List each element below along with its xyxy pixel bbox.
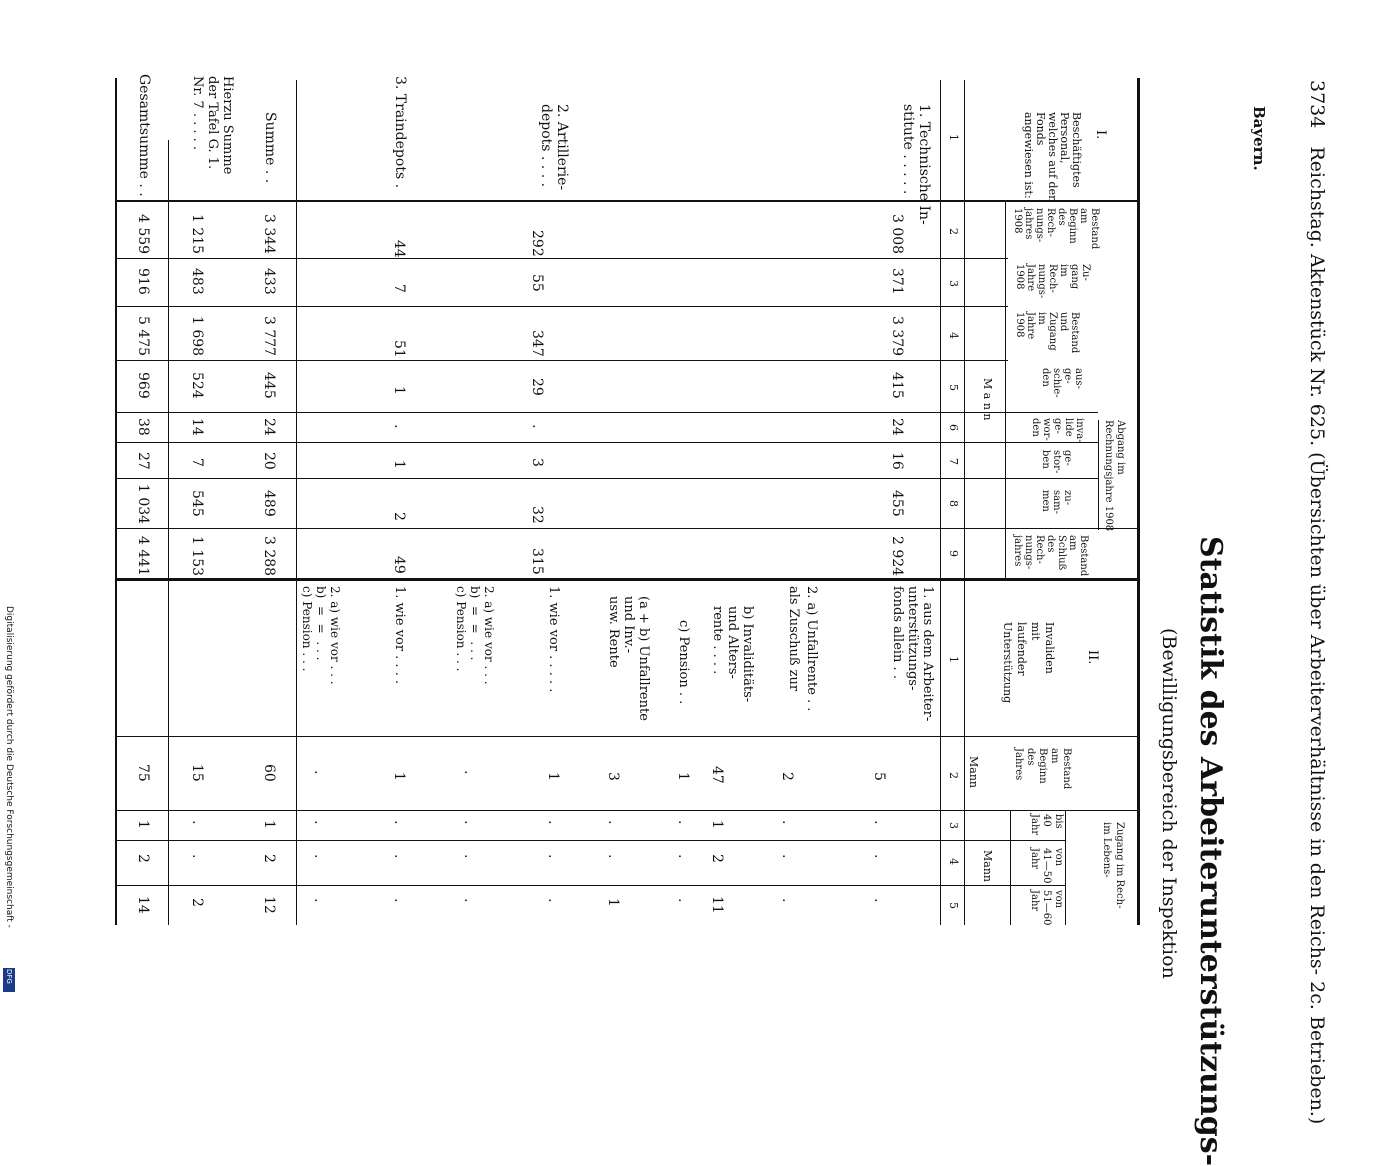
header-divider xyxy=(940,80,941,925)
row-label-gesamt: Gesamtsumme . . xyxy=(136,74,152,197)
cell: 1 xyxy=(391,460,407,469)
cell: . xyxy=(461,898,477,903)
cell: 32 xyxy=(529,506,545,524)
dfg-badge xyxy=(3,968,15,992)
page-number: 3734 xyxy=(1306,80,1328,129)
cell: 49 xyxy=(391,556,407,574)
cell: 347 xyxy=(529,330,545,357)
row-label-hierzu: Hierzu Summe der Tafel G. 1. Nr. 7 . . . . . xyxy=(190,76,235,175)
cell: 38 xyxy=(135,418,151,436)
cell: 4 559 xyxy=(135,214,151,255)
col-sep-1 xyxy=(115,200,1140,202)
cell: . xyxy=(391,424,407,429)
cell: . xyxy=(605,854,621,859)
cell: 483 xyxy=(189,268,205,295)
rrow-label: 1. wie vor . . . . xyxy=(392,586,407,685)
rrow-label: (a + b) Unfallrente und Inv.- usw. Rente xyxy=(606,596,651,721)
dfg-badge-text: DFG xyxy=(5,969,13,984)
col-sep-r2 xyxy=(115,810,1140,811)
cell: 51 xyxy=(391,340,407,358)
cell: 1 xyxy=(391,386,407,395)
cell: 916 xyxy=(135,268,151,295)
table-top-border xyxy=(1137,78,1140,925)
cell: . xyxy=(675,820,691,825)
cell: 433 xyxy=(261,268,277,295)
cell: . xyxy=(545,854,561,859)
cell: 2 xyxy=(391,512,407,521)
cell: . xyxy=(461,820,477,825)
section-two-label: II. xyxy=(1085,650,1100,665)
colnum-5: 5 xyxy=(947,384,960,391)
col-header-9: Bestand am Schluß des Rech- nungs- jahres xyxy=(1012,535,1089,577)
cell: . xyxy=(311,898,327,903)
colnum-3: 3 xyxy=(947,280,960,287)
cell: 1 xyxy=(391,772,407,781)
cell: . xyxy=(779,820,795,825)
cell: . xyxy=(189,820,205,825)
cell: 455 xyxy=(889,490,905,517)
colnum-1: 1 xyxy=(947,134,960,141)
cell: 3 xyxy=(605,772,621,781)
cell: . xyxy=(391,820,407,825)
cell: 2 xyxy=(135,854,151,863)
cell: . xyxy=(529,424,545,429)
zugang-divider xyxy=(1065,810,1066,925)
abgang-header: Abgang im Rechnungsjahre 1908 xyxy=(1103,420,1126,532)
cell: 1 xyxy=(605,898,621,907)
cell: 7 xyxy=(391,284,407,293)
rcol-header-4: von 41—50 Jahr xyxy=(1029,848,1064,884)
cell: . xyxy=(871,898,887,903)
cell: 44 xyxy=(391,240,407,258)
mann2-divider xyxy=(1010,810,1011,925)
col-sep-r1 xyxy=(115,736,1140,737)
cell: 1 215 xyxy=(189,214,205,255)
colnum-2: 2 xyxy=(947,228,960,235)
col-sep-3 xyxy=(115,306,1008,307)
row-label-summe: Summe . . xyxy=(262,112,278,184)
section-divider xyxy=(115,578,1140,581)
colnum-9: 9 xyxy=(947,550,960,557)
cell: . xyxy=(189,854,205,859)
section-one-label: I. xyxy=(1093,130,1108,140)
cell: . xyxy=(545,820,561,825)
cell: 5 xyxy=(871,772,887,781)
cell: . xyxy=(779,898,795,903)
running-header xyxy=(1306,80,1328,1124)
cell: 371 xyxy=(889,268,905,295)
col-sep-r4 xyxy=(115,885,1065,886)
mann-label: M a n n xyxy=(981,378,994,421)
colnum-divider xyxy=(964,80,965,925)
personnel-header: Beschäftigtes Personal, welches auf den Fonds angewiesen ist: xyxy=(1022,112,1083,203)
rrow-label: b) Invaliditäts- und Alters- rente . . . . xyxy=(710,606,755,703)
rcolnum-1: 1 xyxy=(947,656,960,663)
col-header-2: Bestand am Beginn des Rech- nungs- jahres 1908 xyxy=(1012,208,1100,250)
cell: . xyxy=(311,820,327,825)
cell: 415 xyxy=(889,372,905,399)
cell: 3 288 xyxy=(261,536,277,577)
rcol-header-5: von 51—60 Jahr xyxy=(1029,890,1064,926)
cell: . xyxy=(461,770,477,775)
cell: 2 xyxy=(261,854,277,863)
cell: 11 xyxy=(709,896,725,914)
cell: 1 698 xyxy=(189,316,205,357)
colnum-8: 8 xyxy=(947,500,960,507)
cell: 5 475 xyxy=(135,316,151,357)
cell: . xyxy=(461,854,477,859)
cell: . xyxy=(871,854,887,859)
col-sep-6 xyxy=(115,442,1098,443)
col-header-6: inva- lide ge- wor- den xyxy=(1030,418,1085,443)
col-sep-2 xyxy=(115,258,1008,259)
cell: 1 xyxy=(545,772,561,781)
rrow-label: 1. wie vor . . . . . xyxy=(546,586,561,693)
cell: . xyxy=(545,898,561,903)
colnum-7: 7 xyxy=(947,458,960,465)
row-label-tech: 1. Technische In- stitute . . . . . xyxy=(900,104,932,225)
rrow-label: 2. a) Unfallrente . . als Zuschuß zur xyxy=(786,586,819,712)
cell: 1 xyxy=(261,820,277,829)
digitization-credit: Digitalisierung gefördert durch die Deutsche Forschungsgemeinschaft - xyxy=(4,606,14,928)
cell: 3 xyxy=(529,458,545,467)
rcol-header-3: bis 40 Jahr xyxy=(1029,814,1064,836)
cell: 1 xyxy=(709,820,725,829)
cell: . xyxy=(675,898,691,903)
cell: 1 xyxy=(675,772,691,781)
cell: 15 xyxy=(189,764,205,782)
table-subtitle: (Bewilligungsbereich der Inspektion xyxy=(1158,628,1180,979)
cell: 545 xyxy=(189,490,205,517)
cell: 14 xyxy=(135,896,151,914)
cell: 75 xyxy=(135,764,151,782)
cell: . xyxy=(675,854,691,859)
cell: 489 xyxy=(261,490,277,517)
col-header-5: aus- ge- schie- den xyxy=(1040,368,1084,398)
state-label: Bayern. xyxy=(1250,106,1268,171)
mann-divider xyxy=(1005,200,1006,580)
cell: 55 xyxy=(529,274,545,292)
cell: . xyxy=(391,898,407,903)
cell: 7 xyxy=(189,458,205,467)
summe-rule xyxy=(296,80,297,925)
cell: 3 777 xyxy=(261,316,277,357)
cell: 3 379 xyxy=(889,316,905,357)
cell: . xyxy=(871,820,887,825)
rcol-header-2: Bestand am Beginn des Jahres xyxy=(1013,748,1072,790)
cell: 969 xyxy=(135,372,151,399)
col-sep-7 xyxy=(115,478,1098,479)
col-header-8: zu- sam- men xyxy=(1040,490,1073,514)
cell: 3 344 xyxy=(261,214,277,255)
running-title: Reichstag. Aktenstück Nr. 625. (Übersichten über Arbeiterverhältnisse in den Reichs- 2c. Betrieben.) xyxy=(1306,146,1328,1125)
col-sep-r3 xyxy=(115,840,1065,841)
cell: 1 xyxy=(135,820,151,829)
col-header-4: Bestand und Zugang im Jahre 1908 xyxy=(1014,312,1080,354)
cell: 2 xyxy=(189,898,205,907)
table-bottom-border xyxy=(115,78,117,925)
col-sep-8 xyxy=(115,528,1140,529)
cell: 14 xyxy=(189,418,205,436)
col-header-3: Zu- gang im Rech- nungs- Jahre 1908 xyxy=(1014,264,1091,299)
cell: . xyxy=(391,854,407,859)
cell: 2 xyxy=(709,854,725,863)
rcolnum-5: 5 xyxy=(947,902,960,909)
col-header-7: ge- stor- ben xyxy=(1040,450,1073,474)
cell: 1 153 xyxy=(189,536,205,577)
cell: 24 xyxy=(889,418,905,436)
cell: . xyxy=(605,820,621,825)
mann-label-right: Mann xyxy=(967,756,980,788)
cell: 27 xyxy=(135,452,151,470)
col-sep-5 xyxy=(115,412,1098,413)
cell: . xyxy=(779,854,795,859)
cell: 47 xyxy=(709,766,725,784)
cell: . xyxy=(311,854,327,859)
zugang-header: Zugang im Rech- im Lebens- xyxy=(1101,822,1125,909)
row-label-artillerie: 2. Artillerie- depots . . . . xyxy=(538,104,570,191)
cell: 24 xyxy=(261,418,277,436)
colnum-6: 6 xyxy=(947,424,960,431)
table-title: Statistik des Arbeiterunterstützungs- xyxy=(1193,536,1228,1166)
rrow-label: 2. a) wie vor . . . b) = = . . . c) Pension . . . xyxy=(454,586,496,685)
invaliden-header: Invaliden mit laufender Unterstützung xyxy=(1001,622,1056,704)
cell: 16 xyxy=(889,452,905,470)
rrow-label: c) Pension . . xyxy=(676,620,691,705)
mann-label-right-2: Mann xyxy=(981,850,994,882)
cell: 2 xyxy=(779,772,795,781)
rcolnum-2: 2 xyxy=(947,772,960,779)
cell: 445 xyxy=(261,372,277,399)
cell: 12 xyxy=(261,896,277,914)
cell: 524 xyxy=(189,372,205,399)
rcolnum-4: 4 xyxy=(947,858,960,865)
rrow-label: 2. a) wie vor . . . b) = = . . . c) Pension . . . xyxy=(300,586,342,685)
cell: 292 xyxy=(529,230,545,257)
row-label-train: 3. Traindepots . xyxy=(392,76,408,189)
colnum-4: 4 xyxy=(947,332,960,339)
rrow-label: 1. aus dem Arbeiter- unterstützungs- fonds allein . . xyxy=(890,586,935,722)
cell: 3 008 xyxy=(889,214,905,255)
cell: 2 924 xyxy=(889,536,905,577)
col-sep-4 xyxy=(115,360,1008,361)
cell: 20 xyxy=(261,452,277,470)
cell: 4 441 xyxy=(135,536,151,577)
cell: . xyxy=(311,770,327,775)
cell: 1 034 xyxy=(135,484,151,525)
rcolnum-3: 3 xyxy=(947,822,960,829)
cell: 29 xyxy=(529,378,545,396)
cell: 315 xyxy=(529,548,545,575)
cell: 60 xyxy=(261,764,277,782)
abgang-divider xyxy=(1098,420,1099,530)
